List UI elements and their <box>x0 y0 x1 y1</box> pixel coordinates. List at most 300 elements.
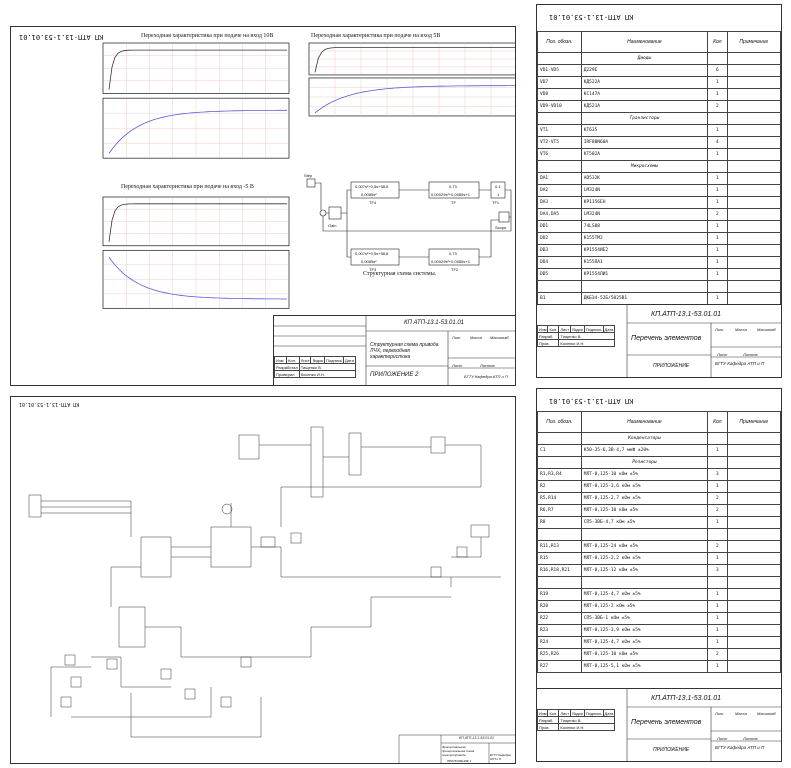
bom1-cell-pos: VD8 <box>538 89 582 101</box>
title-scale: Масштаб <box>490 335 509 340</box>
title-sheet-type: ПРИЛОЖЕНИЕ 2 <box>370 372 419 378</box>
bom2-cell-qty <box>708 457 727 469</box>
bom2-cell-name: МЛТ-0,125-10 кОм ±5% <box>581 505 707 517</box>
bom2-cell-note <box>727 601 780 613</box>
bom1-cell-qty: 1 <box>708 149 727 161</box>
col-data: Дата <box>344 357 354 363</box>
bom2-cell-note <box>727 445 780 457</box>
bom1-cell-qty: 1 <box>708 77 727 89</box>
bom1-title-code: КП.АТП-13.1-53.01.01 <box>651 311 721 318</box>
bom2-table <box>537 411 781 673</box>
bom2-cell-qty: 1 <box>708 445 727 457</box>
bom2-cell-note <box>727 565 780 577</box>
sheet-bom-1 <box>536 4 782 378</box>
bom2-cell-name: Конденсаторы <box>581 433 707 445</box>
bom2-cell-qty: 1 <box>708 553 727 565</box>
bom1-cell-pos: DD3 <box>538 245 582 257</box>
scope-block <box>499 212 509 222</box>
bom2-cell-note <box>727 505 780 517</box>
bom1-cell-name: LM324N <box>581 209 707 221</box>
bom2-title-org: БГТУ Кафедра АТП и П <box>715 745 765 750</box>
bom2-cell-qty: 1 <box>708 601 727 613</box>
bom1-cell-pos <box>538 281 582 293</box>
title-mass: Масса <box>470 335 482 340</box>
bom2-name-dev: Тищенко В. <box>559 717 615 724</box>
bom2-cell-qty: 1 <box>708 613 727 625</box>
bom2-cell-name: МЛТ-0,125-10 кОм ±5% <box>581 649 707 661</box>
bom1-cell-pos: DA1 <box>538 173 582 185</box>
bom2-col-data: Дата <box>604 710 614 716</box>
bom2-head-pos: Поз. обозн. <box>538 412 582 433</box>
bom2-col-kol: Кол. <box>549 710 558 716</box>
bom1-title-name: Перечень элементов <box>631 335 702 342</box>
bom1-cell-qty: 6 <box>708 65 727 77</box>
name-dev: Тищенко В. <box>299 364 355 371</box>
ic-block-right2 <box>471 525 489 537</box>
bom1-head-name: Наименование <box>581 32 707 53</box>
bom2-title-block <box>537 688 782 761</box>
bom2-cell-pos <box>538 457 582 469</box>
bom1-row <box>538 197 781 209</box>
bom1-cell-note <box>727 209 780 221</box>
bom1-cell-qty: 1 <box>708 293 727 305</box>
tf-num: 0,73 <box>449 184 457 189</box>
bom1-cell-qty: 2 <box>708 101 727 113</box>
ic-block-connector-b <box>349 433 361 475</box>
tf2-label: TF2 <box>451 267 459 272</box>
bom1-row <box>538 149 781 161</box>
bom2-cell-note <box>727 469 780 481</box>
bom1-cell-pos: VD9-VD10 <box>538 101 582 113</box>
bom2-cell-note <box>727 433 780 445</box>
bom2-cell-note <box>727 589 780 601</box>
bom1-cell-pos <box>538 53 582 65</box>
chart-caption-neg5v: Переходная характеристика при подаче на вход -5 В <box>121 184 254 190</box>
bom1-col-list: Лист <box>560 326 570 332</box>
bom2-cell-qty: 2 <box>708 493 727 505</box>
tf2-num: 0,73 <box>449 251 457 256</box>
schematic-title-sheet-type: ПРИЛОЖЕНИЕ 1 <box>447 759 472 763</box>
bom1-cell-name: КТ502А <box>581 149 707 161</box>
tf-den: 0,00029s²+0,0085s+1 <box>431 192 470 197</box>
bom2-cell-note <box>727 613 780 625</box>
bom2-cell-name: МЛТ-0,125-3,9 кОм ±5% <box>581 625 707 637</box>
bom1-cell-qty: 4 <box>708 137 727 149</box>
bom1-cell-pos <box>538 113 582 125</box>
bom1-cell-name: AD532K <box>581 173 707 185</box>
ic-block-mosfets <box>211 527 251 567</box>
bom1-head-note: Примечание <box>727 32 780 53</box>
title-name: Структурная схема привода ЛЧХ, переходная характеристика <box>370 342 439 360</box>
bom2-cell-name: МЛТ-0,125-5,1 кОм ±5% <box>581 661 707 673</box>
bom1-cell-name <box>581 281 707 293</box>
tf4-label: TF4 <box>369 200 377 205</box>
bom2-cell-name: МЛТ-0,125-2,7 кОм ±5% <box>581 493 707 505</box>
bom1-cell-qty: 1 <box>708 125 727 137</box>
bom1-cell-note <box>727 137 780 149</box>
bom2-row <box>538 529 781 541</box>
step-label: Step <box>304 173 313 178</box>
role-check: Проверил <box>275 371 300 378</box>
bom2-cell-qty: 1 <box>708 517 727 529</box>
bom1-role-dev: Разраб. <box>538 333 559 340</box>
bom2-cell-qty: 1 <box>708 589 727 601</box>
bom1-col-podpis: Подпись <box>585 326 602 332</box>
bom2-cell-pos <box>538 577 582 589</box>
tf-label: TF <box>451 200 456 205</box>
bom1-row <box>538 89 781 101</box>
bom1-head-qty: Кол <box>708 32 727 53</box>
bom2-stamp: КП АТП-13.1-53.01.01 <box>549 397 634 405</box>
tf4-den: 0,0085s² <box>361 192 377 197</box>
bom2-row <box>538 481 781 493</box>
bom1-cell-note <box>727 77 780 89</box>
gain-block <box>329 207 341 219</box>
schematic-stamp: КП АТП-13.1-53.01.01 <box>19 401 80 407</box>
bom2-row <box>538 601 781 613</box>
bom2-row <box>538 469 781 481</box>
bom1-row <box>538 233 781 245</box>
bom1-cell-qty <box>708 113 727 125</box>
chart-caption-10v: Переходная характеристика при подаче на вход 10В <box>141 33 274 39</box>
bom1-cell-note <box>727 125 780 137</box>
bom1-cell-name: КД521А <box>581 101 707 113</box>
bom2-cell-pos: R22 <box>538 613 582 625</box>
bom2-cell-qty: 1 <box>708 481 727 493</box>
bom1-row <box>538 113 781 125</box>
bom1-cell-pos: DD5 <box>538 269 582 281</box>
bom1-cell-note <box>727 65 780 77</box>
bom1-cell-name: ДКБЭ4-52Б/5025В1 <box>581 293 707 305</box>
motor-symbol <box>222 504 232 514</box>
ic-block-right <box>431 437 445 453</box>
bom1-title-sheets: Листов <box>743 352 758 357</box>
bom1-stamp: КП АТП-13.1-53.01.01 <box>549 13 634 21</box>
schematic-title-code: КП АТП-13.1-53.01.01 <box>459 736 494 740</box>
bom1-row <box>538 161 781 173</box>
bom1-cell-name: КД522А <box>581 77 707 89</box>
sum-junction <box>320 210 326 216</box>
bom2-cell-pos: R16,R18,R21 <box>538 565 582 577</box>
bom1-cell-note <box>727 257 780 269</box>
bom2-cell-name: МЛТ-0,125-2,2 кОм ±5% <box>581 553 707 565</box>
bom1-cell-pos: DD2 <box>538 233 582 245</box>
bom2-title-scale: Масштаб <box>757 711 776 716</box>
bom2-cell-name: К50-35-6,3В-4,7 мкФ ±20% <box>581 445 707 457</box>
step-block <box>307 179 315 187</box>
bom1-col-kol: Кол. <box>549 326 558 332</box>
bom1-row <box>538 269 781 281</box>
bom1-cell-name: К155ЛА1 <box>581 257 707 269</box>
col-list: Лист <box>300 357 310 363</box>
bom2-title-code: КП.АТП-13.1-53.01.01 <box>651 695 721 702</box>
bom1-cell-pos: DA4,DA5 <box>538 209 582 221</box>
bom1-title-mass: Масса <box>735 327 747 332</box>
bom2-col-podpis: Подпись <box>585 710 602 716</box>
tf3-label: TF3 <box>369 267 377 272</box>
bom1-row <box>538 65 781 77</box>
bom2-cell-pos: R27 <box>538 661 582 673</box>
bom1-cell-qty: 2 <box>708 209 727 221</box>
bom2-col-izm: Изм <box>539 710 547 716</box>
ic-block-drivers <box>141 537 171 577</box>
bom2-row <box>538 553 781 565</box>
sheet-stamp: КП АТП-13.1-53.01.01 <box>19 33 104 41</box>
bom1-row <box>538 221 781 233</box>
title-lines <box>274 316 516 386</box>
bom2-cell-note <box>727 541 780 553</box>
bom2-cell-pos: R2 <box>538 481 582 493</box>
bom2-col-list: Лист <box>560 710 570 716</box>
bom2-cell-qty: 3 <box>708 565 727 577</box>
bom1-title-sheet: Лист <box>717 352 728 357</box>
bom2-cell-pos: R8 <box>538 517 582 529</box>
bom1-cell-qty: 1 <box>708 221 727 233</box>
bom1-name-check: Косенко И.Н. <box>559 340 615 347</box>
sheet-bom-2 <box>536 388 782 762</box>
bom1-cell-name: К155ТМ2 <box>581 233 707 245</box>
bom1-cell-name: КТ635 <box>581 125 707 137</box>
bom1-cell-qty <box>708 53 727 65</box>
bom2-title-mass: Масса <box>735 711 747 716</box>
bom2-title-name: Перечень элементов <box>631 719 702 726</box>
bom1-row <box>538 53 781 65</box>
bom2-cell-note <box>727 481 780 493</box>
bom1-cell-name: КР1156ЕН <box>581 197 707 209</box>
bom1-row <box>538 185 781 197</box>
bom1-cell-note <box>727 233 780 245</box>
tf2-den: 0,00029s²+0,0085s+1 <box>431 259 470 264</box>
bom1-cell-note <box>727 293 780 305</box>
bom1-cell-qty <box>708 281 727 293</box>
scope-label: Scope <box>495 225 507 230</box>
bom2-role-check: Пров. <box>538 724 559 731</box>
col-ndok: №док <box>312 357 324 363</box>
bom1-cell-name: КР1554ИЕ2 <box>581 245 707 257</box>
bom1-title-lines <box>537 305 782 377</box>
bom2-head-note: Примечание <box>727 412 780 433</box>
bom1-cell-pos: VT6 <box>538 149 582 161</box>
bom2-row <box>538 493 781 505</box>
bom1-cell-pos: DA3 <box>538 197 582 209</box>
bom1-cell-qty: 1 <box>708 257 727 269</box>
tf3-num: 0,007s²+0,5s+58,8 <box>355 251 389 256</box>
bom1-cell-pos: DD1 <box>538 221 582 233</box>
bom2-title-sheets: Листов <box>743 736 758 741</box>
bom2-cell-name <box>581 577 707 589</box>
name-check: Косенко И.Н. <box>299 371 355 378</box>
bom1-cell-qty: 1 <box>708 89 727 101</box>
bom2-title-sheet-type: ПРИЛОЖЕНИЕ <box>653 747 690 753</box>
bom2-row <box>538 433 781 445</box>
tf1-num: 0,1 <box>495 184 501 189</box>
bom1-title-org: БГТУ Кафедра АТП и П <box>715 361 765 366</box>
bom1-col-data: Дата <box>604 326 614 332</box>
bom2-cell-qty <box>708 577 727 589</box>
bom2-cell-name: МЛТ-0,125-10 кОм ±5% <box>581 469 707 481</box>
bom1-cell-note <box>727 281 780 293</box>
bom1-head-pos: Поз. обозн. <box>538 32 582 53</box>
bom2-cell-note <box>727 649 780 661</box>
bom2-title-lit: Лит <box>715 711 724 716</box>
bom2-cell-pos: R25,R26 <box>538 649 582 661</box>
title-sheet: Лист <box>452 363 463 368</box>
bom2-cell-note <box>727 517 780 529</box>
bom2-cell-qty: 1 <box>708 625 727 637</box>
bom2-cell-qty: 2 <box>708 649 727 661</box>
bom1-cell-note <box>727 101 780 113</box>
bom1-row <box>538 173 781 185</box>
tf3-den: 0,0085s² <box>361 259 377 264</box>
bom1-cell-name: Микросхемы <box>581 161 707 173</box>
title-sheets: Листов <box>480 363 495 368</box>
bom2-cell-qty <box>708 529 727 541</box>
bom2-cell-qty: 3 <box>708 469 727 481</box>
bom1-cell-note <box>727 221 780 233</box>
bom2-cell-note <box>727 625 780 637</box>
bom2-cell-note <box>727 577 780 589</box>
bom2-cell-name: СП5-3ВБ-1 кОм ±5% <box>581 613 707 625</box>
bom2-col-ndok: №док <box>572 710 583 716</box>
bom2-row <box>538 577 781 589</box>
bom1-row <box>538 257 781 269</box>
bom2-cell-name: МЛТ-0,125-24 кОм ±5% <box>581 541 707 553</box>
bom2-cell-note <box>727 553 780 565</box>
bom1-row <box>538 101 781 113</box>
bom2-row <box>538 637 781 649</box>
bom1-cell-note <box>727 89 780 101</box>
bom1-cell-note <box>727 113 780 125</box>
role-dev: Разработал <box>276 364 298 370</box>
bom2-cell-note <box>727 529 780 541</box>
bom2-row <box>538 541 781 553</box>
gain-label: Gain <box>328 223 337 228</box>
block-diagram <box>307 179 511 265</box>
schematic-title-name: Функциональная принципиальная схема электропривода <box>442 745 475 757</box>
bom2-cell-name: МЛТ-0,125-4,7 кОм ±5% <box>581 589 707 601</box>
bom1-cell-name: КР1554ЛИ1 <box>581 269 707 281</box>
bom2-cell-pos: R5,R14 <box>538 493 582 505</box>
chart-caption-5v: Переходная характеристика при подаче на вход 5В <box>311 33 441 39</box>
bom2-role-dev: Разраб. <box>538 717 559 724</box>
bom2-cell-note <box>727 661 780 673</box>
bom1-cell-name: Транзисторы <box>581 113 707 125</box>
bom2-cell-pos: R11,R13 <box>538 541 582 553</box>
bom2-row <box>538 589 781 601</box>
tf4-num: 0,007s²+0,5s+58,8 <box>355 184 389 189</box>
bom2-cell-name: МЛТ-0,125-3,6 кОм ±5% <box>581 481 707 493</box>
bom2-cell-qty: 1 <box>708 637 727 649</box>
bom1-cell-pos: DD4 <box>538 257 582 269</box>
bom1-cell-qty: 1 <box>708 197 727 209</box>
bom2-cell-note <box>727 457 780 469</box>
bom2-row <box>538 613 781 625</box>
bom1-cell-pos: VT1 <box>538 125 582 137</box>
bom1-cell-qty: 1 <box>708 245 727 257</box>
bom1-cell-pos <box>538 161 582 173</box>
bom1-cell-pos: VD7 <box>538 77 582 89</box>
bom2-head-qty: Кол <box>708 412 727 433</box>
bom1-cell-pos: DA2 <box>538 185 582 197</box>
schematic-title-org: БГТУ Кафедра АТП и П <box>490 753 511 761</box>
bom1-cell-name: Диоды <box>581 53 707 65</box>
bom1-col-ndok: №док <box>572 326 583 332</box>
bom2-cell-pos: R23 <box>538 625 582 637</box>
bom2-cell-name: Резисторы <box>581 457 707 469</box>
bom2-head-name: Наименование <box>581 412 707 433</box>
bom1-cell-qty: 1 <box>708 185 727 197</box>
bom1-col-izm: Изм <box>539 326 547 332</box>
bom2-cell-pos: R15 <box>538 553 582 565</box>
bom1-row <box>538 281 781 293</box>
col-izm: Изм <box>275 357 287 364</box>
bom1-row <box>538 77 781 89</box>
diagram-caption: Структурная схема системы. <box>363 271 437 277</box>
bom1-row <box>538 293 781 305</box>
bom2-cell-pos: R19 <box>538 589 582 601</box>
bom2-cell-pos: C1 <box>538 445 582 457</box>
bom2-cell-pos: R1,R3,R4 <box>538 469 582 481</box>
bom2-cell-pos <box>538 529 582 541</box>
bom1-cell-qty <box>708 161 727 173</box>
bom1-cell-qty: 1 <box>708 173 727 185</box>
bom1-cell-note <box>727 173 780 185</box>
bom1-cell-name: Д229Е <box>581 65 707 77</box>
bom1-role-check: Пров. <box>538 340 559 347</box>
bom1-cell-name: IRF80N60A <box>581 137 707 149</box>
schematic-drawing <box>11 397 516 764</box>
bom2-cell-note <box>727 637 780 649</box>
bom2-cell-qty <box>708 433 727 445</box>
title-org: БГТУ Кафедра АТП и П <box>464 374 508 379</box>
bom2-cell-pos: R20 <box>538 601 582 613</box>
bom1-cell-note <box>727 149 780 161</box>
bom2-cell-name: МЛТ-0,125-2 кОм ±5% <box>581 601 707 613</box>
bom2-row <box>538 625 781 637</box>
bom1-cell-pos: VD1-VD5 <box>538 65 582 77</box>
sheet-schematic <box>10 396 516 764</box>
bom2-title-sheet: Лист <box>717 736 728 741</box>
bom1-title-scale: Масштаб <box>757 327 776 332</box>
bom2-row <box>538 649 781 661</box>
bom1-row <box>538 245 781 257</box>
bom2-cell-pos: R6,R7 <box>538 505 582 517</box>
bom1-row <box>538 125 781 137</box>
bom1-row <box>538 209 781 221</box>
bom1-cell-pos: VT2-VT5 <box>538 137 582 149</box>
bom1-cell-qty: 1 <box>708 233 727 245</box>
title-block <box>273 315 516 386</box>
sheet-transient-response <box>10 26 516 386</box>
bom2-cell-qty: 2 <box>708 505 727 517</box>
title-code: КП АТП-13.1-53.01.01 <box>404 320 464 326</box>
bom1-cell-note <box>727 197 780 209</box>
bom2-cell-note <box>727 493 780 505</box>
title-lit: Лит <box>452 335 461 340</box>
bom2-row <box>538 565 781 577</box>
bom1-cell-name: LM324N <box>581 185 707 197</box>
bom2-cell-pos <box>538 433 582 445</box>
bom1-title-block <box>537 304 782 377</box>
bom2-cell-qty: 1 <box>708 661 727 673</box>
bom1-name-dev: Тищенко В. <box>559 333 615 340</box>
bom2-row <box>538 445 781 457</box>
bom2-title-lines <box>537 689 782 761</box>
bom1-title-sheet-type: ПРИЛОЖЕНИЕ <box>653 363 690 369</box>
ic-block-connector-a <box>311 427 323 497</box>
bom1-cell-name: 74LS08 <box>581 221 707 233</box>
bom2-row <box>538 457 781 469</box>
